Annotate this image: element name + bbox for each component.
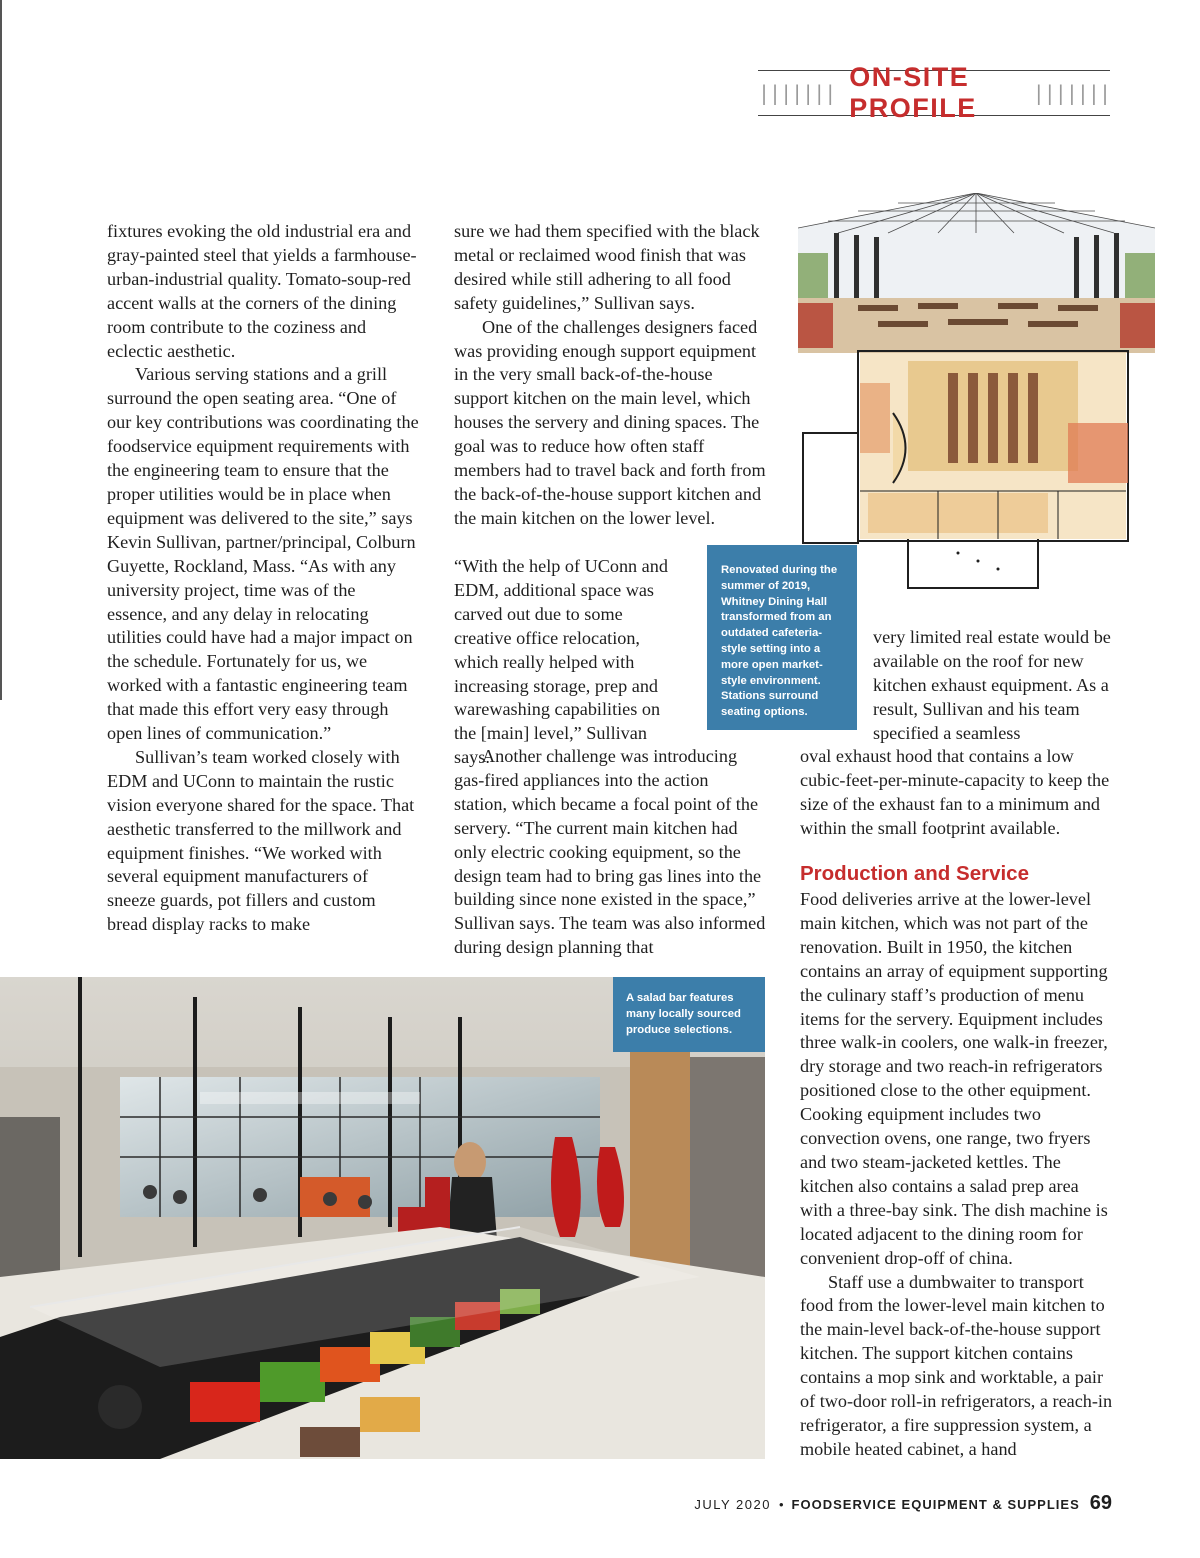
body-paragraph: Sullivan’s team worked closely with EDM and UConn to maintain the rustic vision everyone shared for the space. That aesthetic transferred to the millwork and equipment finishes. “We worked with several equipment manufacturers of sneeze guards, pot fillers and custom bread display racks to make bbox=[107, 746, 415, 935]
page-number: 69 bbox=[1089, 1492, 1112, 1514]
article-column-2-narrow bbox=[454, 555, 684, 770]
body-paragraph: very limited real estate would be available on the roof for new kitchen exhaust equipment. As a result, Sullivan and his team specified a seamless bbox=[873, 627, 1111, 743]
body-paragraph: sure we had them specified with the black metal or reclaimed wood finish that was desired while still adhering to all food safety guidelines,” Sullivan says. bbox=[454, 221, 760, 313]
article-column-3 bbox=[800, 745, 1113, 841]
section-label: ON-SITE PROFILE bbox=[849, 62, 977, 123]
article-column-3-narrow bbox=[873, 626, 1113, 746]
footer-separator: • bbox=[778, 1497, 784, 1512]
article-column-2 bbox=[454, 220, 766, 531]
header-right-bars: ||||||| bbox=[1032, 81, 1110, 105]
body-paragraph: Staff use a dumbwaiter to transport food from the lower-level main kitchen to the main-level back-of-the-house support kitchen. The support kitchen contains contains a mop sink and worktable, a pair of two-door roll-in refrigerators, a reach-in refrigerator, a fire suppression system, a mobile heated cabinet, a hand bbox=[800, 1271, 1113, 1459]
publication-name: FOODSERVICE EQUIPMENT & SUPPLIES bbox=[791, 1497, 1080, 1512]
page-footer bbox=[600, 1492, 1112, 1515]
article-column-3-lower bbox=[800, 888, 1113, 1462]
article-column-2-lower bbox=[454, 745, 766, 960]
body-paragraph: Food deliveries arrive at the lower-level main kitchen, which was not part of the renovation. Built in 1950, the kitchen contains an array of equipment supporting the culinary staff’s production of menu items for the servery. Equipment includes three walk-in coolers, one walk-in freezer, dry storage and two reach-in refrigerators positioned close to the other equipment. Cooking equipment includes two convection ovens, one range, two fryers and two steam-jacketed kettles. The kitchen also contains a salad prep area with a three-bay sink. The dish machine is located adjacent to the dining room for convenient drop-off of china. bbox=[800, 889, 1108, 1268]
rendering-caption: Renovated during the summer of 2019, Whitney Dining Hall transformed from an outdated cafeteria-style setting into a more open market-style environment. Stations surround seating options. bbox=[707, 545, 857, 730]
section-header bbox=[758, 62, 1110, 123]
issue-date: JULY 2020 bbox=[694, 1497, 771, 1512]
dining-hall-rendering-image bbox=[798, 193, 1155, 591]
photo-caption: A salad bar features many locally sourced produce selections. bbox=[613, 977, 765, 1052]
section-subhead: Production and Service bbox=[800, 862, 1029, 885]
article-column-1 bbox=[107, 220, 419, 937]
body-paragraph: fixtures evoking the old industrial era and gray-painted steel that yields a farmhouse-urban-industrial quality. Tomato-soup-red accent walls at the corners of the dining room contribute to the coziness and eclectic aesthetic. bbox=[107, 221, 417, 361]
body-paragraph: oval exhaust hood that contains a low cubic-feet-per-minute-capacity to keep the size of the exhaust fan to a minimum and within the small footprint available. bbox=[800, 746, 1110, 838]
body-paragraph: Various serving stations and a grill surround the open seating area. “One of our key contributions was coordinating the foodservice equipment requirements with the engineering team to ensure that the proper utilities would be in place when equipment was delivered to the site,” says Kevin Sullivan, partner/principal, Colburn Guyette, Rockland, Mass. “As with any university project, time was of the essence, and any delay in relocating utilities could have had a major impact on the schedule. Fortunately for us, we worked with a fantastic engineering team that made this effort very easy through open lines of communication.” bbox=[107, 364, 419, 744]
body-paragraph: One of the challenges designers faced was providing enough support equipment in the very small back-of-the-house support kitchen on the main level, which houses the servery and dining spaces. The goal was to reduce how often staff members had to travel back and forth from the back-of-the-house support kitchen and the main kitchen on the lower level. bbox=[454, 316, 766, 528]
body-paragraph: Another challenge was introducing gas-fired appliances into the action station, which became a focal point of the servery. “The current main kitchen had only electric cooking equipment, so the design team had to bring gas lines into the building since none existed in the space,” Sullivan says. The team was also informed during design planning that bbox=[454, 746, 766, 958]
page-edge-rule bbox=[0, 0, 2, 700]
body-paragraph: “With the help of UConn and EDM, additional space was carved out due to some creative office relocation, which really helped with increasing storage, prep and warewashing capabilities on the [main] level,” Sullivan says. bbox=[454, 556, 668, 768]
header-left-bars: ||||||| bbox=[758, 81, 836, 105]
